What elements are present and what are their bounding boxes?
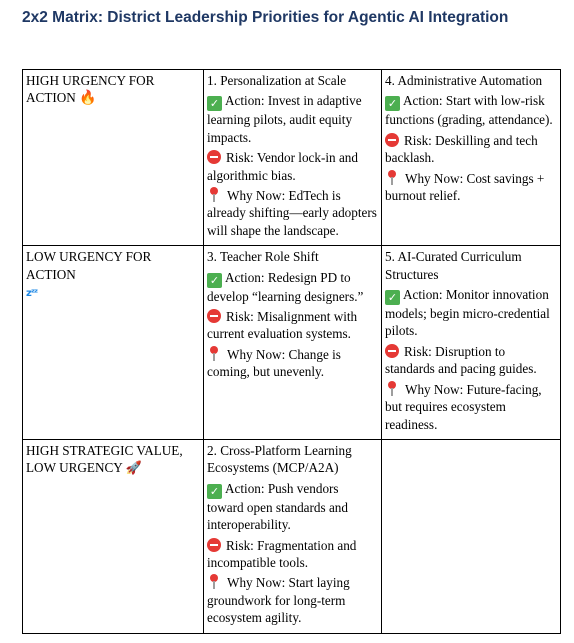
why-now-line (207, 574, 377, 626)
no-entry-icon (207, 538, 221, 552)
matrix-row-strategic-value (23, 439, 561, 633)
no-entry-icon (207, 150, 221, 164)
check-icon: ✓ (207, 484, 222, 499)
no-entry-icon (207, 309, 221, 323)
no-entry-icon (385, 133, 399, 147)
risk-line (207, 308, 377, 343)
matrix-row-high-urgency (23, 70, 561, 246)
pin-icon (207, 346, 221, 361)
action-text: Action: Monitor innovation models; begin micro-credential pilots. (385, 287, 550, 339)
risk-text: Risk: Fragmentation and incompatible tools. (207, 537, 357, 570)
action-text: Action: Start with low-risk functions (grading, attendance). (385, 93, 553, 128)
why-now-line (385, 170, 556, 205)
cell-title: 3. Teacher Role Shift (207, 249, 319, 265)
row-label-text: HIGH STRATEGIC VALUE, LOW URGENCY (26, 442, 183, 476)
why-now-text: Why Now: Start laying groundwork for long-term ecosystem agility. (207, 575, 350, 626)
action-line (385, 286, 556, 340)
check-icon: ✓ (385, 290, 400, 305)
action-text: Action: Push vendors toward open standards and interoperability. (207, 480, 348, 533)
why-now-line (207, 187, 377, 239)
row-label-text: LOW URGENCY FOR ACTION (26, 249, 152, 282)
why-now-text: Why Now: Change is coming, but unevenly. (207, 346, 341, 380)
matrix-cell-cross-platform (204, 439, 382, 633)
check-icon: ✓ (385, 96, 400, 111)
matrix-cell-personalization (204, 70, 382, 246)
page-title: 2x2 Matrix: District Leadership Priorities for Agentic AI Integration (22, 9, 509, 26)
matrix-cell-ai-curriculum (382, 246, 561, 440)
check-icon: ✓ (207, 96, 222, 111)
cell-title: 5. AI-Curated Curriculum Structures (385, 249, 522, 282)
row-label-cell (23, 439, 204, 633)
priority-matrix-table (22, 69, 561, 634)
action-line (207, 92, 377, 146)
matrix-cell-teacher-role (204, 246, 382, 440)
why-now-line (207, 346, 377, 381)
rocket-icon: 🚀 (125, 461, 142, 477)
zzz-icon: zᶻᶻ (26, 288, 38, 300)
cell-title: 1. Personalization at Scale (207, 73, 347, 88)
risk-text: Risk: Disruption to standards and pacing guides. (385, 343, 537, 377)
pin-icon (385, 170, 399, 185)
pin-icon (207, 187, 221, 202)
pin-icon (207, 574, 221, 589)
row-label-cell (23, 246, 204, 440)
risk-text: Risk: Vendor lock-in and algorithmic bias. (207, 150, 358, 183)
row-label-text: HIGH URGENCY FOR ACTION (26, 73, 155, 106)
risk-line (207, 537, 377, 572)
pin-icon (385, 381, 399, 396)
risk-line (385, 343, 556, 378)
risk-line (207, 149, 377, 184)
risk-line (385, 132, 556, 167)
action-text: Action: Redesign PD to develop “learning designers.” (207, 269, 364, 304)
matrix-row-low-urgency (23, 246, 561, 440)
fire-icon: 🔥 (79, 90, 97, 107)
action-line (207, 480, 377, 534)
cell-title: 2. Cross-Platform Learning Ecosystems (MCP/A2A) (207, 442, 352, 476)
action-line (207, 269, 377, 305)
matrix-cell-empty (382, 439, 561, 633)
why-now-line (385, 381, 556, 433)
action-text: Action: Invest in adaptive learning pilots, audit equity impacts. (207, 93, 362, 145)
why-now-text: Why Now: EdTech is already shifting—early adopters will shape the landscape. (207, 188, 377, 238)
cell-title: 4. Administrative Automation (385, 73, 543, 88)
risk-text: Risk: Deskilling and tech backlash. (385, 132, 538, 166)
risk-text: Risk: Misalignment with current evaluation systems. (207, 309, 358, 342)
why-now-text: Why Now: Cost savings + burnout relief. (385, 170, 545, 204)
check-icon: ✓ (207, 273, 222, 288)
row-label-cell (23, 70, 204, 246)
no-entry-icon (385, 344, 399, 358)
why-now-text: Why Now: Future-facing, but requires ecosystem readiness. (385, 381, 542, 432)
matrix-cell-admin-automation (382, 70, 561, 246)
action-line (385, 92, 556, 128)
